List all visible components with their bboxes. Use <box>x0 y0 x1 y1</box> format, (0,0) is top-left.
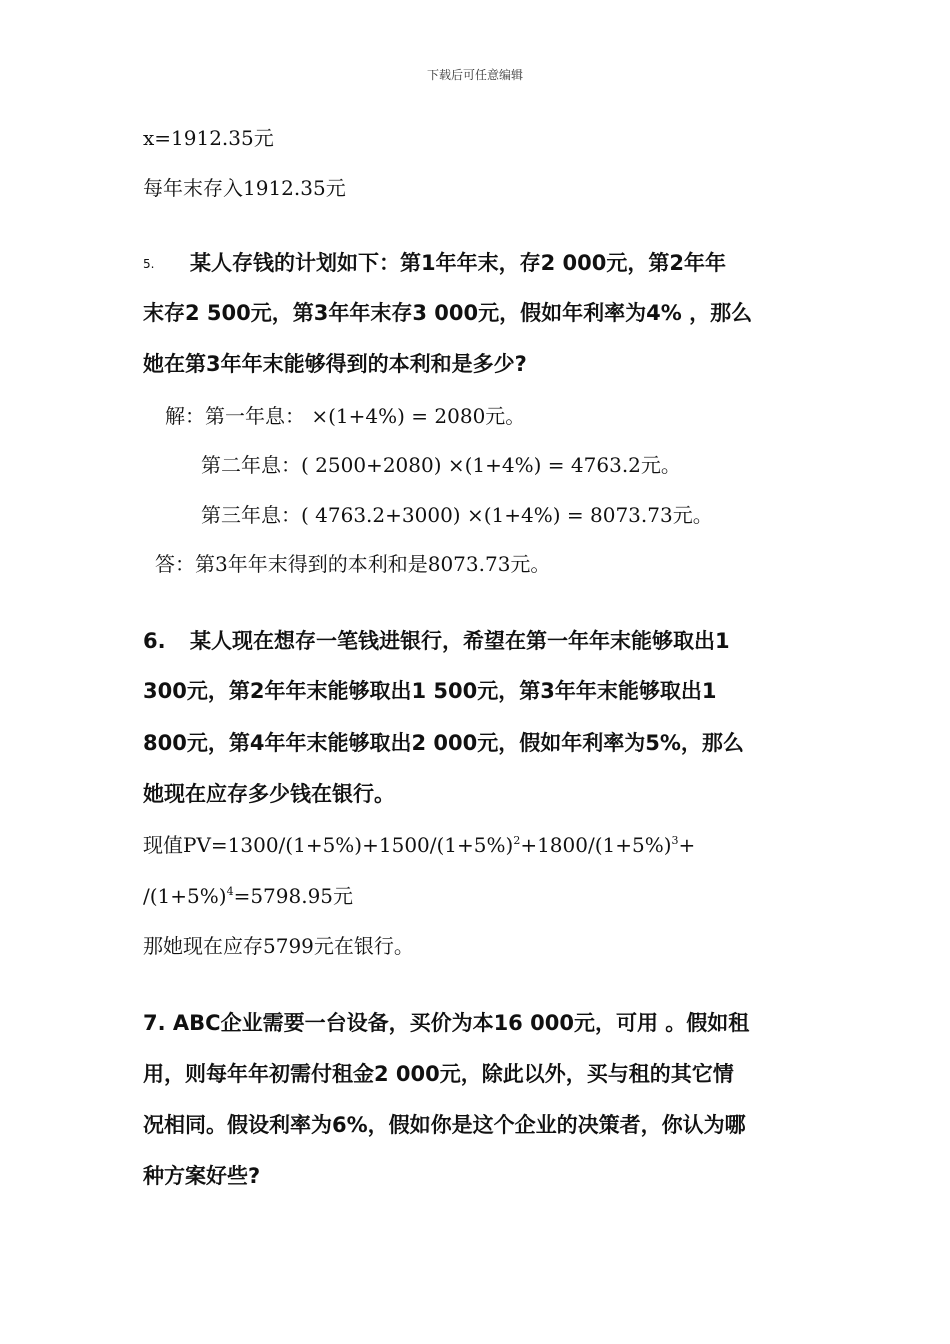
prev-answer-line-2: 每年末存入1912.35元 <box>143 176 346 200</box>
question-7-line-2: 用，则每年年初需付租金2 000元，除此以外，买与租的其它情 <box>143 1062 734 1086</box>
question-5-answer: 答：第3年年末得到的本利和是8073.73元。 <box>155 552 551 576</box>
question-5-solution-2: 第二年息：( 2500+2080) ×(1+4%) = 4763.2元。 <box>201 453 681 477</box>
question-6-line-1 <box>143 629 730 653</box>
present-value-formula-line-1 <box>143 833 695 857</box>
pv-exponent-2: 2 <box>513 834 521 847</box>
question-6-line-3: 800元，第4年年末能够取出2 000元，假如年利率为5%，那么 <box>143 731 744 755</box>
question-5-number: 5. <box>143 257 155 271</box>
pv-formula-part-2: +1800/(1+5%) <box>520 833 672 857</box>
question-5-line-1 <box>143 251 726 276</box>
pv-formula-part-3: + <box>678 833 696 857</box>
question-5-line-3: 她在第3年年末能够得到的本利和是多少? <box>143 352 527 376</box>
question-7-line-4: 种方案好些? <box>143 1164 261 1188</box>
question-6-line-2: 300元，第2年年末能够取出1 500元，第3年年末能够取出1 <box>143 679 717 703</box>
question-5-solution-3: 第三年息：( 4763.2+3000) ×(1+4%) = 8073.73元。 <box>201 503 713 527</box>
question-7-line-3: 况相同。假设利率为6%，假如你是这个企业的决策者，你认为哪 <box>143 1113 746 1137</box>
pv-formula-result: =5798.95元 <box>233 884 354 908</box>
present-value-formula-line-2 <box>143 884 353 908</box>
page-header: 下载后可任意编辑 <box>426 68 523 82</box>
question-6-text-1: 某人现在想存一笔钱进银行，希望在第一年年末能够取出1 <box>190 629 730 653</box>
pv-formula-part-1: 现值PV=1300/(1+5%)+1500/(1+5%) <box>143 833 514 857</box>
question-6-conclusion: 那她现在应存5799元在银行。 <box>143 934 414 958</box>
pv-formula-part-4: /(1+5%) <box>143 884 227 908</box>
question-7-line-1: 7. ABC企业需要一台设备，买价为本16 000元，可用 。假如租 <box>143 1011 750 1035</box>
question-5-text-1: 某人存钱的计划如下：第1年年末，存2 000元，第2年年 <box>190 251 726 275</box>
question-5-line-2: 末存2 500元，第3年年末存3 000元，假如年利率为4% ，那么 <box>143 301 753 325</box>
question-6-line-4: 她现在应存多少钱在银行。 <box>143 782 395 806</box>
pv-exponent-3: 3 <box>671 834 679 847</box>
pv-exponent-4: 4 <box>226 885 234 898</box>
question-6-number: 6. <box>143 629 166 653</box>
question-5-solution-1: 解：第一年息： ×(1+4%) = 2080元。 <box>165 404 526 428</box>
prev-answer-line-1: x=1912.35元 <box>143 126 274 150</box>
